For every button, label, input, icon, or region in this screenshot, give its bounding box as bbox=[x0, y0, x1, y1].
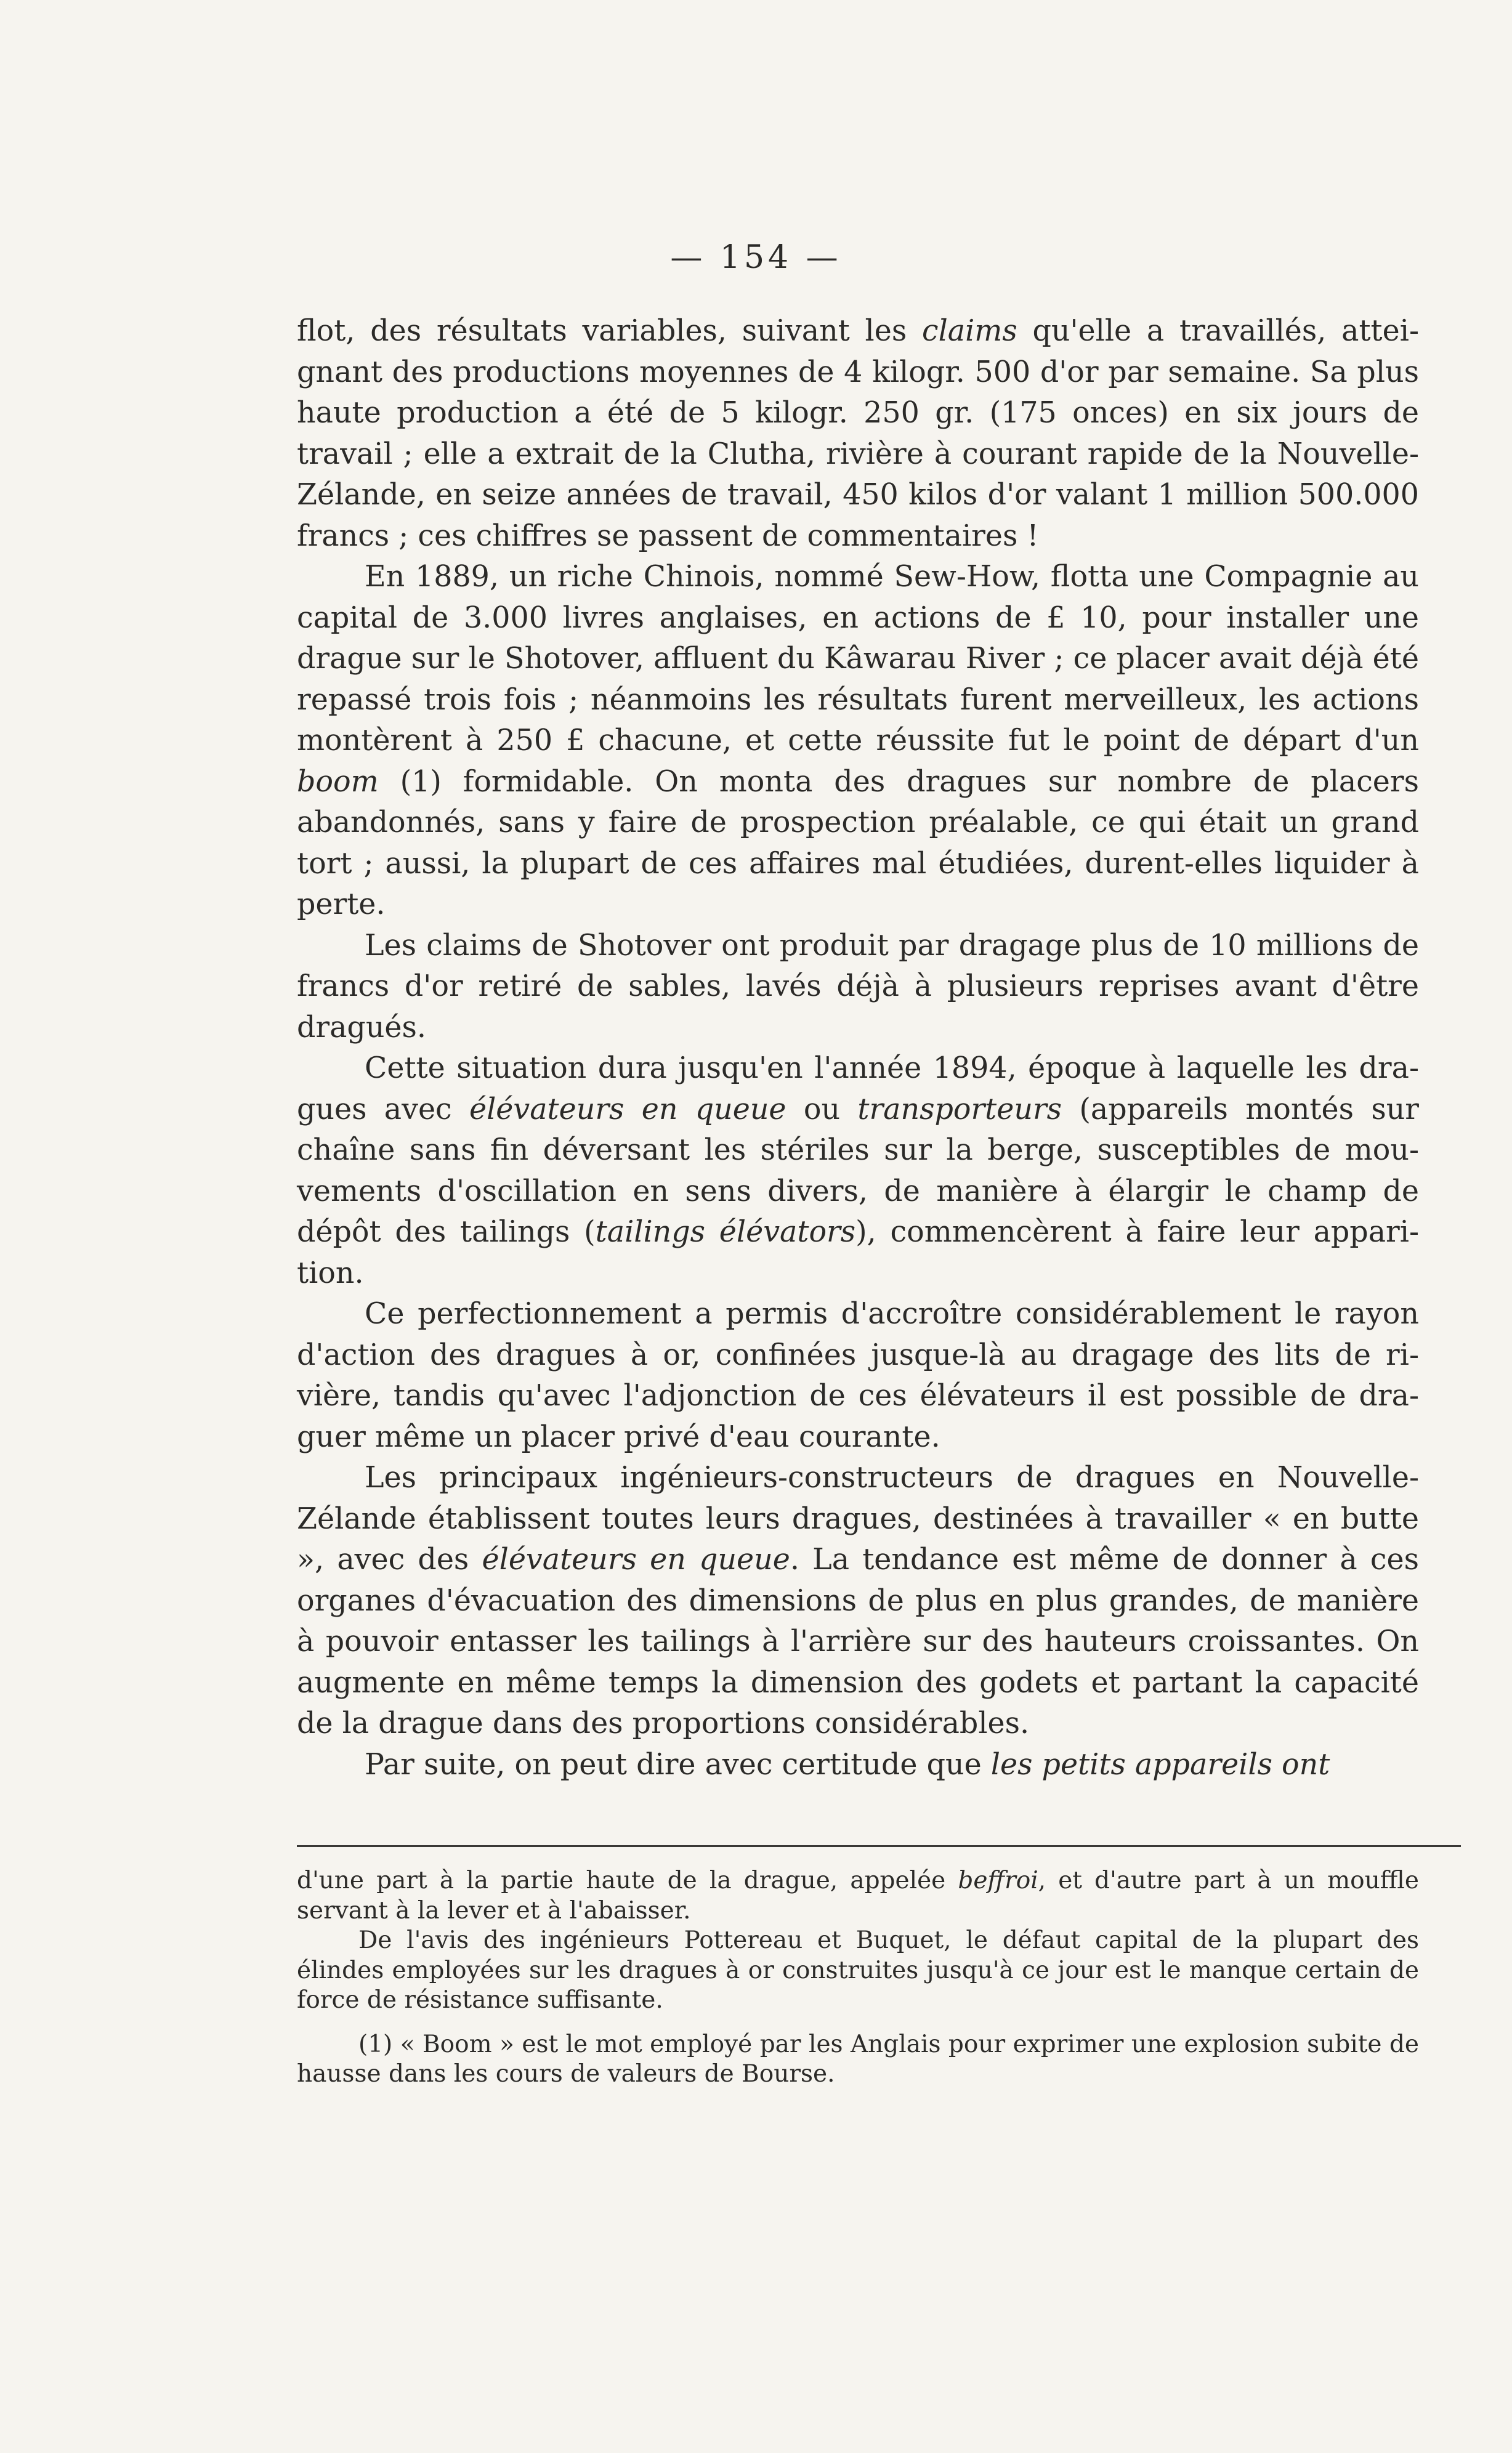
footnotes bbox=[297, 1866, 1419, 2090]
footnote bbox=[297, 2030, 1419, 2090]
text-segment: ou bbox=[786, 1092, 858, 1126]
text-segment: qu'elle a travaillés, atteignant des productions moyennes de 4 kilogr. 500 d'or par semaine. Sa plus haute production a été de 5 kilogr. 250 gr. (175 onces) en six jours de travail ; elle a extrait de la Clutha, rivière à courant rapide de la Nouvelle-Zélande, en seize années de travail, 450 kilos d'or valant 1 million 500.000 francs ; ces chiffres se passent de commentaires ! bbox=[297, 314, 1419, 553]
text-segment: En 1889, un riche Chinois, nommé Sew-How, flotta une Compagnie au capital de 3.000 livres anglaises, en actions de £ 10, pour installer une drague sur le Shotover, affluent du Kâwarau River ; ce placer avait déjà été repassé trois fois ; néanmoins les résultats furent merveilleux, les actions montèrent à 250 £ chacune, et cette réussite fut le point de départ d'un bbox=[297, 560, 1419, 758]
text-segment: Les claims de Shotover ont produit par dragage plus de 10 millions de francs d'or retiré de sables, lavés déjà à plusieurs reprises avant d'être dragués. bbox=[297, 928, 1419, 1045]
paragraph bbox=[297, 557, 1419, 926]
paragraph bbox=[297, 1745, 1419, 1786]
text-segment: (appareils montés sur chaîne sans fin déversant les stériles sur la berge, susceptibles de mouvements d'oscillation en sens divers, de manière à élargir le champ de dépôt des tailings ( bbox=[297, 1092, 1419, 1249]
footnote bbox=[297, 1926, 1419, 2016]
text-segment: , et d'autre part à un mouffle servant à la lever et à l'abaisser. bbox=[297, 1867, 1420, 1925]
text-segment: d'une part à la partie haute de la drague, appelée bbox=[297, 1867, 958, 1894]
paragraph bbox=[297, 1294, 1419, 1458]
text-segment: (1) formidable. On monta des dragues sur nombre de placers abandonnés, sans y faire de prospection préalable, ce qui était un grand tort ; aussi, la plupart de ces affaires mal étudiées, durent-elles liquider à perte. bbox=[297, 764, 1419, 921]
paragraph bbox=[297, 926, 1419, 1049]
italic-text: boom bbox=[297, 764, 379, 799]
text-segment: Par suite, on peut dire avec certitude que bbox=[365, 1747, 991, 1782]
paragraph bbox=[297, 1048, 1419, 1294]
page-number: — 154 — bbox=[670, 239, 842, 276]
paragraph bbox=[297, 1458, 1419, 1745]
text-segment: . La tendance est même de donner à ces organes d'évacuation des dimensions de plus en plus grandes, de manière à pouvoir entasser les tailings à l'arrière sur des hauteurs croissantes. On augmente en même temps la dimension des godets et partant la capacité de la drague dans des proportions considérables. bbox=[297, 1543, 1420, 1740]
text-segment: Cette situation dura jusqu'en l'année 1894, époque à laquelle les dragues avec bbox=[297, 1051, 1419, 1126]
main-text bbox=[297, 311, 1419, 1785]
text-segment: Ce perfectionnement a permis d'accroître considérablement le rayon d'action des dragues à or, confinées jusque-là au dragage des lits de rivière, tandis qu'avec l'adjonction de ces élévateurs il est possible de draguer même un placer privé d'eau courante. bbox=[297, 1297, 1419, 1454]
italic-text: les petits appareils ont bbox=[990, 1747, 1330, 1782]
text-segment: (1) « Boom » est le mot employé par les Anglais pour exprimer une explosion subite de hausse dans les cours de valeurs de Bourse. bbox=[297, 2030, 1419, 2088]
footnote-separator bbox=[297, 1845, 1461, 1847]
italic-text: élévateurs en queue bbox=[469, 1092, 786, 1126]
text-segment: ), commencèrent à faire leur apparition. bbox=[297, 1215, 1419, 1290]
italic-text: tailings élévators bbox=[595, 1215, 856, 1249]
text-segment: De l'avis des ingénieurs Pottereau et Buquet, le défaut capital de la plupart des élindes employées sur les dragues à or construites jusqu'à ce jour est le manque certain de force de résistance suffisante. bbox=[297, 1926, 1419, 2014]
text-segment: Les principaux ingénieurs-constructeurs de dragues en Nouvelle-Zélande établissent toutes leurs dragues, destinées à travailler « en butte », avec des bbox=[297, 1461, 1419, 1577]
italic-text: claims bbox=[921, 314, 1017, 348]
text-segment: flot, des résultats variables, suivant les bbox=[297, 314, 922, 348]
italic-text: beffroi bbox=[958, 1867, 1038, 1894]
italic-text: transporteurs bbox=[857, 1092, 1062, 1126]
footnote bbox=[297, 1866, 1419, 1926]
paragraph bbox=[297, 311, 1419, 557]
italic-text: élévateurs en queue bbox=[482, 1543, 790, 1577]
